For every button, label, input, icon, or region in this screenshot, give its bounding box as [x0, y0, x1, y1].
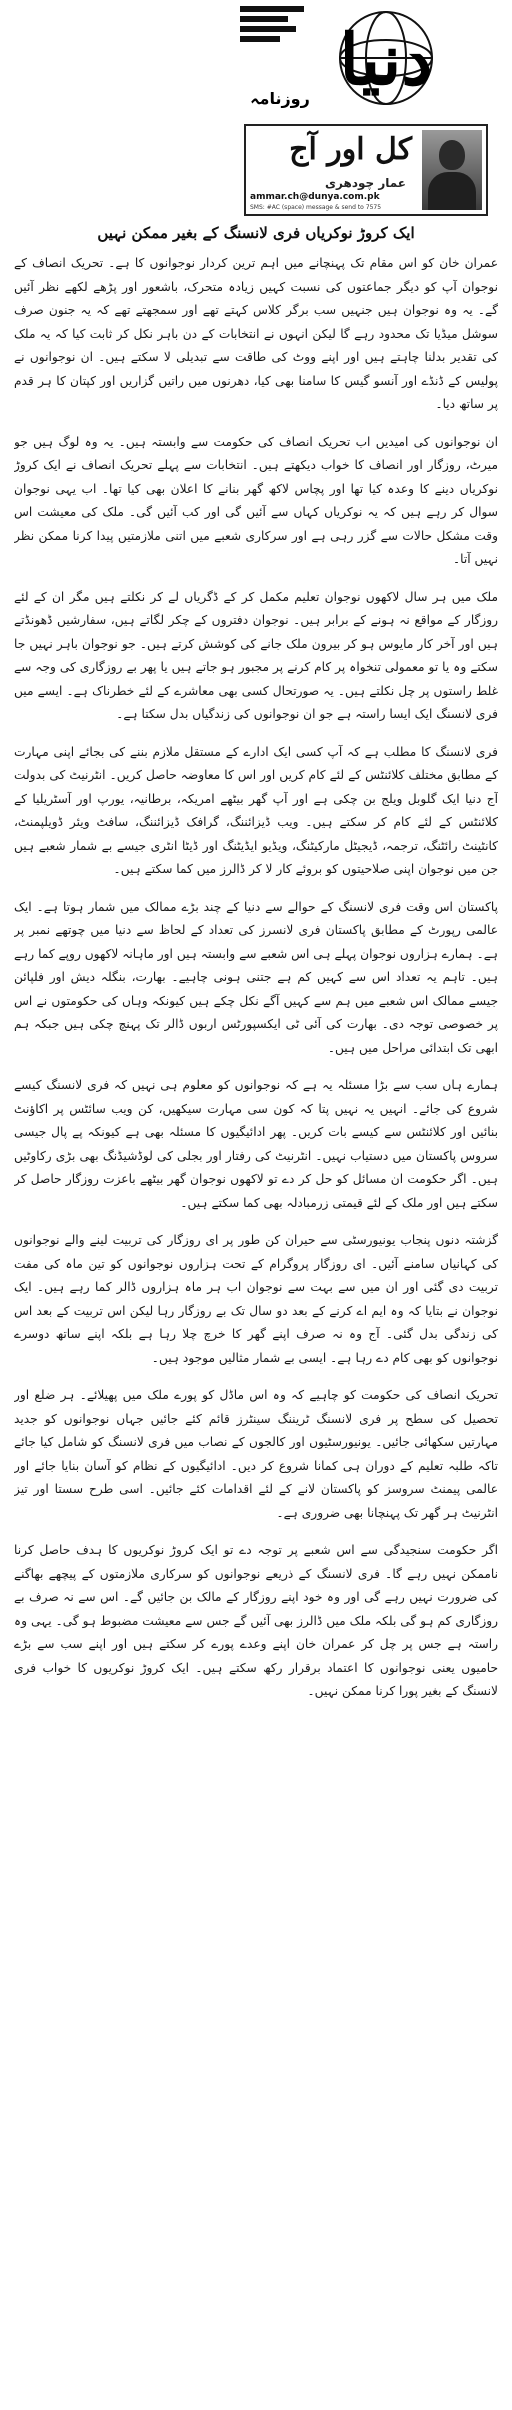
article-paragraph: گزشتہ دنوں پنجاب یونیورسٹی سے حیران کن طور پر ای روزگار کی تربیت لینے والے نوجوانوں کی کہانیاں سامنے آئیں۔ ای روزگار پروگرام کے تحت ہزاروں نوجوانوں کو تین ماہ کی مفت تربیت دی گئی اور ان میں سے بہت سے نوجوان اب ہر ماہ ہزاروں ڈالر کما رہے ہیں۔ ایک نوجوان نے بتایا کہ وہ ایم اے کرنے کے بعد دو سال تک بے روزگار رہا لیکن اس تربیت کے بعد اس کی زندگی بدل گئی۔ آج وہ نہ صرف اپنے گھر کا خرچ چلا رہا ہے بلکہ اپنے ساتھ دوسرے نوجوانوں کو بھی کام دے رہا ہے۔ ایسی بے شمار مثالیں موجود ہیں۔: [14, 1233, 498, 1365]
author-sms-info: SMS: #AC (space) message & send to 7575: [250, 204, 382, 211]
article-paragraph: پاکستان اس وقت فری لانسنگ کے حوالے سے دنیا کے چند بڑے ممالک میں شمار ہوتا ہے۔ ایک عالمی رپورٹ کے مطابق پاکستان فری لانسرز کی تعداد کے لحاظ سے دنیا میں چوتھے نمبر پر ہے۔ ہمارے ہزاروں نوجوان پہلے ہی اس شعبے سے وابستہ ہیں اور ماہانہ لاکھوں روپے کما رہے ہیں۔ تاہم یہ تعداد اس سے کہیں کم ہے جتنی ہونی چاہیے۔ بھارت، بنگلہ دیش اور فلپائن جیسے ممالک اس شعبے میں ہم سے کہیں آگے نکل چکے ہیں کیونکہ وہاں کی حکومتوں نے اس پر خصوصی توجہ دی۔ بھارت کی آئی ٹی ایکسپورٹس اربوں ڈالر تک پہنچ چکی ہیں جبکہ ہم ابھی تک ابتدائی مراحل میں ہیں۔: [14, 899, 498, 1055]
article-headline: ایک کروڑ نوکریاں فری لانسنگ کے بغیر ممکن نہیں: [97, 224, 415, 242]
article-paragraph: ہمارے ہاں سب سے بڑا مسئلہ یہ ہے کہ نوجوانوں کو معلوم ہی نہیں کہ فری لانسنگ کیسے شروع کی جائے۔ انہیں یہ نہیں پتا کہ کون سی مہارت سیکھیں، کن ویب سائٹس پر اکاؤنٹ بنائیں اور کلائنٹس سے کیسے بات کریں۔ پھر ادائیگیوں کا مسئلہ بھی ہے کیونکہ پے پال جیسی سروس پاکستان میں دستیاب نہیں۔ انٹرنیٹ کی رفتار اور بجلی کی لوڈشیڈنگ بھی بڑی رکاوٹیں ہیں۔ اگر حکومت ان مسائل کو حل کر دے تو لاکھوں نوجوان گھر بیٹھے باعزت روزگار حاصل کر سکتے ہیں اور ملک کے لئے قیمتی زرمبادلہ بھی کما سکتے ہیں۔: [14, 1078, 498, 1210]
column-byline-box: [244, 124, 488, 216]
dunya-logo-icon: [236, 0, 488, 120]
article-body: [14, 252, 498, 2402]
column-title: کل اور آج: [289, 132, 412, 167]
author-photo: [422, 130, 482, 210]
logo-subtext: روزنامہ: [250, 89, 310, 108]
article-paragraph: تحریک انصاف کی حکومت کو چاہیے کہ وہ اس ماڈل کو پورے ملک میں پھیلائے۔ ہر ضلع اور تحصیل کی سطح پر فری لانسنگ ٹریننگ سینٹرز قائم کئے جائیں جہاں نوجوانوں کو جدید مہارتیں سکھائی جائیں۔ یونیورسٹیوں اور کالجوں کے نصاب میں فری لانسنگ کو شامل کیا جائے تاکہ طلبہ تعلیم کے دوران ہی کمانا شروع کر دیں۔ ادائیگیوں کے نظام کو آسان بنایا جائے اور عالمی پیمنٹ سروسز کو پاکستان لانے کے لئے اقدامات کئے جائیں۔ اسی طرح سستا اور تیز انٹرنیٹ ہر گھر تک پہنچانا بھی ضروری ہے۔: [14, 1388, 498, 1520]
author-email: ammar.ch@dunya.com.pk: [250, 192, 380, 202]
author-name: عمار چودھری: [325, 176, 406, 190]
article-paragraph: عمران خان کو اس مقام تک پہنچانے میں اہم ترین کردار نوجوانوں کا ہے۔ تحریک انصاف کے نوجوان آپ کو دیگر جماعتوں کی نسبت کہیں زیادہ متحرک، باشعور اور پڑھے لکھے نظر آئیں گے۔ یہ وہ نوجوان ہیں جنہیں سب برگر کلاس کہتے تھے اور سمجھتے تھے کہ یہ جنون صرف سوشل میڈیا تک محدود رہے گا لیکن انہوں نے انتخابات کے دن باہر نکل کر ثابت کیا کہ یہ ملک کی تقدیر بدلنا چاہتے ہیں اور اپنے ووٹ کی طاقت سے تبدیلی لا سکتے ہیں۔ ان نوجوانوں نے پولیس کے ڈنڈے اور آنسو گیس کا سامنا بھی کیا، دھرنوں میں راتیں گزاریں اور کپتان کا ہر قدم پر ساتھ دیا۔: [14, 256, 498, 411]
article-paragraph: فری لانسنگ کا مطلب ہے کہ آپ کسی ایک ادارے کے مستقل ملازم بننے کی بجائے اپنی مہارت کے مطابق مختلف کلائنٹس کے لئے کام کریں اور اس کا معاوضہ حاصل کریں۔ انٹرنیٹ کی بدولت آج دنیا ایک گلوبل ویلج بن چکی ہے اور آپ گھر بیٹھے امریکہ، برطانیہ، یورپ اور آسٹریلیا کے کلائنٹس کے لئے کام کر سکتے ہیں۔ ویب ڈیزائننگ، گرافک ڈیزائننگ، سافٹ ویئر ڈویلپمنٹ، کانٹینٹ رائٹنگ، ترجمہ، ڈیجیٹل مارکیٹنگ، ویڈیو ایڈیٹنگ اور ڈیٹا انٹری جیسے بے شمار شعبے ہیں جن میں نوجوان اپنی صلاحیتوں کو بروئے کار لا کر ڈالرز میں کما سکتے ہیں۔: [14, 744, 498, 876]
newspaper-masthead: [236, 0, 488, 120]
article-paragraph: ان نوجوانوں کی امیدیں اب تحریک انصاف کی حکومت سے وابستہ ہیں۔ یہ وہ لوگ ہیں جو میرٹ، روزگار اور انصاف کا خواب دیکھتے ہیں۔ انتخابات سے پہلے تحریک انصاف نے ایک کروڑ نوکریاں دینے کا وعدہ کیا تھا اور پچاس لاکھ گھر بنانے کا اعلان بھی کیا تھا۔ اب یہی نوجوان سوال کر رہے ہیں کہ یہ نوکریاں کہاں سے آئیں گی اور کب آئیں گی۔ ملک کی معیشت اس وقت مشکل حالات سے گزر رہی ہے اور سرکاری شعبے میں اتنی ملازمتیں پیدا کرنا ممکن نظر نہیں آتا۔: [14, 434, 498, 566]
logo-wordmark: دنیا: [339, 18, 433, 101]
article-paragraph: اگر حکومت سنجیدگی سے اس شعبے پر توجہ دے تو ایک کروڑ نوکریوں کا ہدف حاصل کرنا ناممکن نہیں رہے گا۔ فری لانسنگ کے ذریعے نوجوانوں کو سرکاری ملازمتوں کے پیچھے بھاگنے کی ضرورت نہیں رہے گی اور وہ خود اپنے روزگار کے مالک بن جائیں گے۔ اس سے نہ صرف بے روزگاری کم ہو گی بلکہ ملک میں ڈالرز بھی آئیں گے جس سے معیشت مضبوط ہو گی۔ یہی وہ راستہ ہے جس پر چل کر عمران خان اپنے وعدے پورے کر سکتے ہیں اور اپنے سب سے بڑے حامیوں یعنی نوجوانوں کا اعتماد برقرار رکھ سکتے ہیں۔ ایک کروڑ نوکریوں کا خواب فری لانسنگ کے بغیر پورا کرنا ممکن نہیں۔: [14, 1543, 498, 1698]
article-paragraph: ملک میں ہر سال لاکھوں نوجوان تعلیم مکمل کر کے ڈگریاں لے کر نکلتے ہیں مگر ان کے لئے روزگار کے مواقع نہ ہونے کے برابر ہیں۔ نوجوان دفتروں کے چکر لگاتے ہیں، سفارشیں ڈھونڈتے ہیں اور آخر کار مایوس ہو کر بیرون ملک جانے کی کوشش کرتے ہیں۔ جو نوجوان باہر نہیں جا سکتے وہ یا تو معمولی تنخواہ پر کام کرنے پر مجبور ہو جاتے ہیں یا پھر بے روزگاری کی وجہ سے غلط راستوں پر چل نکلتے ہیں۔ یہ صورتحال کسی بھی معاشرے کے لئے خطرناک ہے۔ ایسے میں فری لانسنگ ایک ایسا راستہ ہے جو ان نوجوانوں کی زندگیاں بدل سکتا ہے۔: [14, 589, 498, 721]
